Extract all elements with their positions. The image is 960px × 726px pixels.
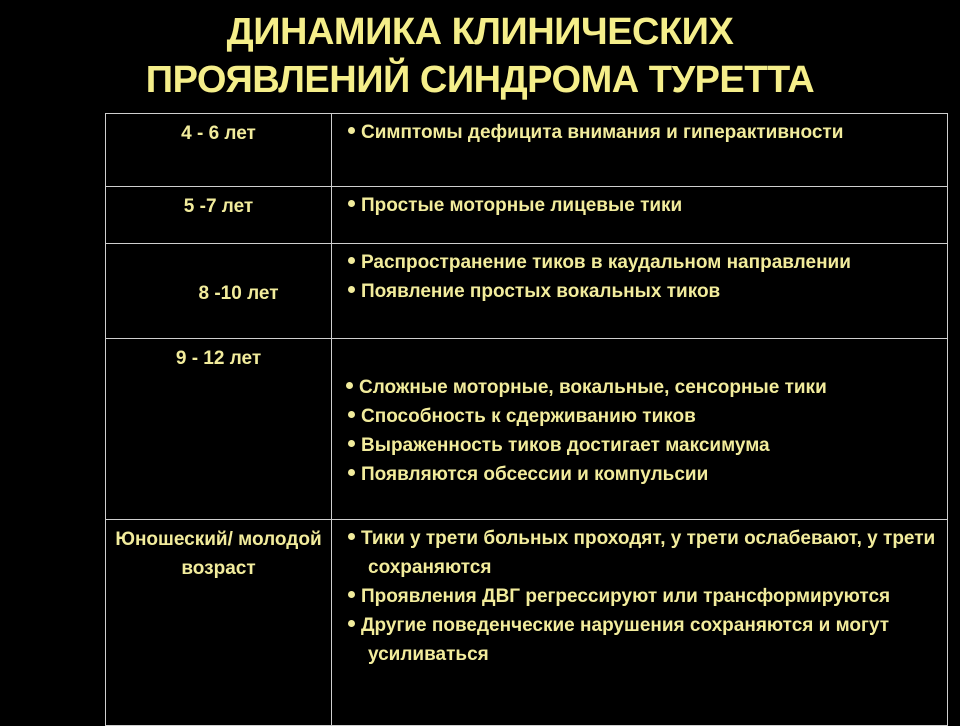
list-item	[346, 402, 939, 431]
bullet-dot-icon	[348, 533, 355, 540]
symptom-dynamics-table	[105, 113, 948, 726]
symptom-text: Тики у трети больных проходят, у трети ослабевают, у трети сохраняются	[361, 528, 936, 578]
age-label: Юношеский/ молодой возраст	[115, 529, 322, 579]
symptom-list	[346, 244, 939, 306]
symptom-list	[346, 520, 939, 669]
age-cell	[106, 114, 332, 187]
age-cell	[106, 187, 332, 244]
age-label: 5 -7 лет	[183, 196, 254, 217]
table-row	[106, 114, 948, 187]
symptoms-cell	[332, 114, 948, 187]
symptom-text: Проявления ДВГ регрессируют или трансформируются	[361, 586, 891, 607]
symptoms-cell	[332, 244, 948, 339]
list-item	[346, 118, 939, 147]
bullet-dot-icon	[348, 127, 355, 134]
list-item	[346, 524, 939, 582]
list-item	[346, 191, 939, 220]
table-row	[106, 339, 948, 520]
list-item	[346, 460, 939, 489]
age-label: 9 - 12 лет	[175, 348, 262, 369]
age-cell	[106, 244, 332, 339]
bullet-dot-icon	[348, 200, 355, 207]
age-cell	[106, 339, 332, 520]
bullet-dot-icon	[348, 286, 355, 293]
list-item	[346, 431, 939, 460]
bullet-dot-icon	[348, 257, 355, 264]
symptom-text: Распространение тиков в каудальном направлении	[361, 252, 851, 273]
list-item	[346, 277, 939, 306]
bullet-dot-icon	[348, 440, 355, 447]
table-row	[106, 244, 948, 339]
symptom-text: Симптомы дефицита внимания и гиперактивности	[361, 122, 844, 143]
age-label: 4 - 6 лет	[181, 123, 256, 144]
symptoms-cell	[332, 187, 948, 244]
bullet-dot-icon	[348, 469, 355, 476]
list-item	[346, 611, 939, 669]
slide-title-line-2: ПРОЯВЛЕНИЙ СИНДРОМА ТУРЕТТА	[145, 59, 815, 101]
bullet-dot-icon	[348, 620, 355, 627]
symptom-text: Простые моторные лицевые тики	[361, 195, 683, 216]
bullet-dot-icon	[348, 591, 355, 598]
symptom-text: Выраженность тиков достигает максимума	[361, 435, 770, 456]
symptom-text: Появление простых вокальных тиков	[361, 281, 721, 302]
age-cell	[106, 520, 332, 726]
symptoms-cell	[332, 520, 948, 726]
slide-title	[0, 8, 960, 104]
symptom-list	[346, 187, 939, 220]
list-item	[346, 373, 939, 402]
bullet-dot-icon	[348, 411, 355, 418]
symptom-text: Способность к сдерживанию тиков	[361, 406, 696, 427]
symptom-list	[346, 114, 939, 147]
symptom-text: Появляются обсессии и компульсии	[361, 464, 709, 485]
list-item	[346, 248, 939, 277]
table-row	[106, 520, 948, 726]
symptom-list	[346, 339, 939, 489]
slide-title-line-1: ДИНАМИКА КЛИНИЧЕСКИХ	[226, 11, 734, 53]
symptom-text: Сложные моторные, вокальные, сенсорные тики	[359, 377, 827, 398]
age-label: 8 -10 лет	[198, 283, 279, 304]
symptoms-cell	[332, 339, 948, 520]
list-item	[346, 582, 939, 611]
symptom-text: Другие поведенческие нарушения сохраняются и могут усиливаться	[361, 615, 890, 665]
bullet-dot-icon	[346, 382, 353, 389]
table-row	[106, 187, 948, 244]
